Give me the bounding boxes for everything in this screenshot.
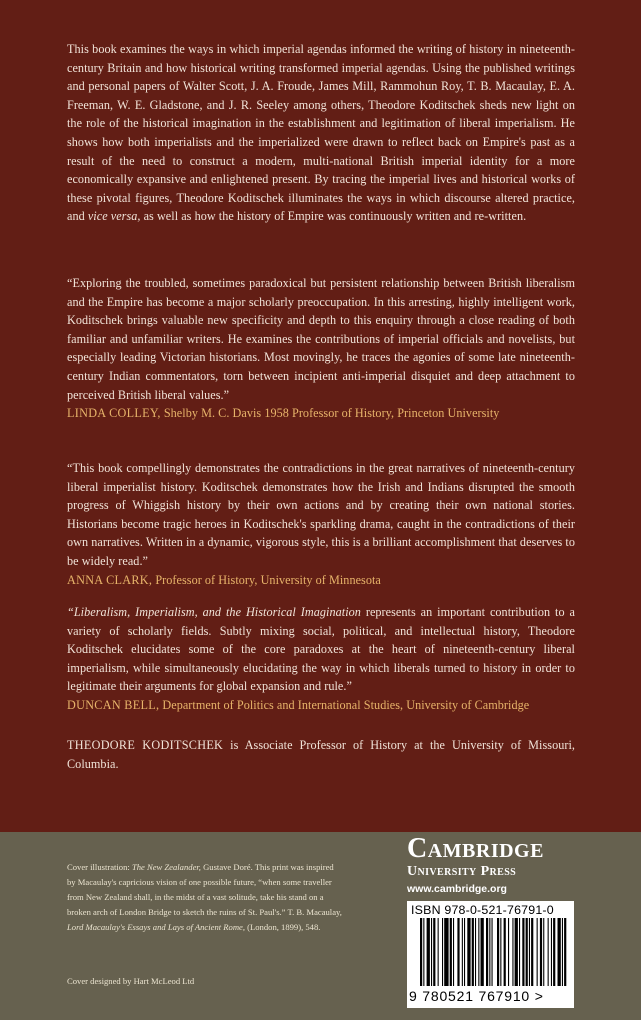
review-quote-1: [67, 274, 575, 423]
quote-attribution: [67, 696, 575, 715]
publisher-logo: [407, 835, 575, 895]
review-quote-3: [67, 603, 575, 715]
quote-body: represents an important contribution to a variety of scholarly fields. Subtly mixing social, political, and intellectual history, Theodore Koditschek elucidates some of the core paradoxes at the heart of nineteenth-century liberal imperialism, while simultaneously elucidating the way in which liberals turned to history in order to legitimate their arguments for global expansion and rule.”: [67, 605, 575, 694]
quote-attribution: [67, 404, 575, 423]
isbn-number: ISBN 978-0-521-76791-0: [411, 903, 554, 917]
reviewer-name: ANNA CLARK,: [67, 572, 153, 587]
quote-attribution: [67, 571, 575, 590]
author-bio: [67, 736, 575, 773]
credit-label: Cover illustration:: [67, 862, 132, 872]
description-text-1: This book examines the ways in which imperial agendas informed the writing of history in nineteenth-century Britain and how historical writing transformed imperial agendas. Using the published writings and personal papers of Walter Scott, J. A. Froude, James Mill, Rammohun Roy, T. B. Macaulay, E. A. Freeman, W. E. Gladstone, and J. R. Seeley among others, Theodore Koditschek sheds new light on the role of the historical imagination in the establishment and legitimation of liberal imperialism. He shows how both imperialists and the imperialized were drawn to reflect back on Empire's past as a result of the need to construct a modern, multi-national British imperial identity for a more economically expansive and enlightened present. By tracing the imperial lives and historical works of these pivotal figures, Theodore Koditschek illuminates the ways in which discourse altered practice, and: [67, 42, 575, 224]
description-italic: vice versa,: [87, 209, 141, 224]
credit-text-2: (London, 1899), 548.: [245, 921, 321, 932]
reviewer-role: Professor of History, University of Minnesota: [152, 572, 381, 587]
credit-text-1: Gustave Doré. This print was inspired by Macaulay's capricious vision of one possible future, “when some traveller from New Zealand shall, in the midst of a vast solitude, take his stand on a broken arch of London Bridge to sketch the ruins of St. Paul's.” T. B. Macaulay,: [67, 862, 342, 917]
barcode-digits: 9 780521 767910 >: [409, 988, 544, 1004]
cover-illustration-credit: [67, 860, 342, 935]
credit-book-title: Lord Macaulay's Essays and Lays of Ancient Rome,: [67, 921, 245, 932]
quote-book-title: “Liberalism, Imperialism, and the Historical Imagination: [67, 605, 361, 619]
review-quote-2: [67, 459, 575, 589]
description-text-2: as well as how the history of Empire was continuously written and re-written.: [140, 209, 527, 224]
quote-text: “Exploring the troubled, sometimes paradoxical but persistent relationship between British liberalism and the Empire has become a major scholarly preoccupation. In this arresting, highly intelligent work, Koditschek brings valuable new specificity and depth to this enquiry through a close reading of both familiar and unfamiliar writers. He examines the contributions of imperial officials and novelists, but especially leading Victorian historians. Most movingly, he traces the agonies of some late nineteenth-century Indian commentators, torn between incipient anti-imperial disquiet and deep attachment to perceived British liberal values.”: [67, 276, 575, 402]
credit-artwork-title: The New Zealander,: [131, 862, 201, 872]
publisher-url: www.cambridge.org: [407, 883, 507, 895]
cover-designer-credit: Cover designed by Hart McLeod Ltd: [67, 976, 195, 986]
publisher-subtitle: University Press: [407, 864, 517, 879]
barcode-icon: [410, 918, 571, 988]
reviewer-role: Shelby M. C. Davis 1958 Professor of History, Princeton University: [160, 406, 500, 421]
publisher-name: Cambridge: [407, 833, 544, 864]
back-cover-footer: [0, 832, 641, 1020]
quote-text: “This book compellingly demonstrates the contradictions in the great narratives of nineteenth-century liberal imperialist history. Koditschek demonstrates how the Irish and Indians disrupted the smooth progress of Whiggish history by their own actions and by creating their own national stories. Historians become tragic heroes in Koditschek's sparkling drama, caught in the contradictions of their own narratives. Written in a dynamic, vigorous style, this is a brilliant accomplishment that deserves to be widely read.”: [67, 461, 575, 568]
isbn-barcode: [407, 901, 574, 1008]
author-name: THEODORE KODITSCHEK: [67, 738, 224, 752]
reviewer-name: DUNCAN BELL,: [67, 697, 160, 712]
reviewer-name: LINDA COLLEY,: [67, 406, 161, 421]
reviewer-role: Department of Politics and International Studies, University of Cambridge: [159, 697, 530, 712]
quote-text: [67, 603, 575, 696]
author-bio-text: is Associate Professor of History at the University of Missouri, Columbia.: [67, 738, 576, 771]
book-description: [67, 40, 575, 226]
